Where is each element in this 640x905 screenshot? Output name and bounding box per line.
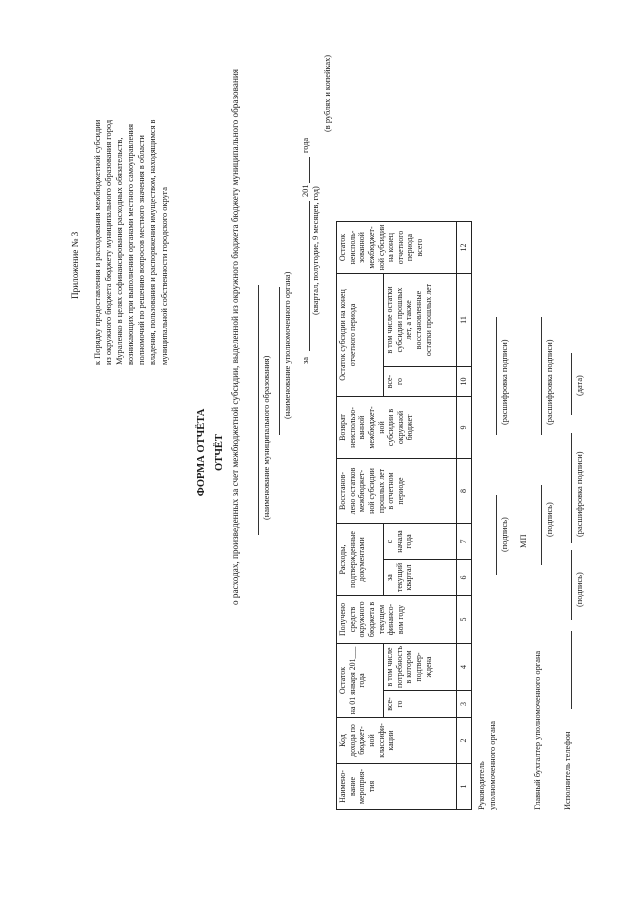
col-received-funds: Получено средств окружного бюджета в текущем финансо- вом году <box>337 596 457 644</box>
col-balance-end-total: все- го <box>384 367 457 397</box>
executor-date-line <box>571 353 572 415</box>
column-number: 1 <box>457 764 472 810</box>
col-balance-start-total: все- го <box>384 691 457 718</box>
period-hint: (квартал, полугодие, 9 месяцев, год) <box>311 186 320 315</box>
column-number: 4 <box>457 644 472 691</box>
col-balance-start-group: Остаток на 01 января 201___ года <box>337 644 384 718</box>
col-restored-balances: Восстанов- лено остатков межбюджет- ной субсидии прошлых лет в отчетном периоде <box>337 459 457 524</box>
head-signature-line <box>496 495 497 575</box>
col-refund: Возврат неиспользо- ванной межбюджет- ной субсидии в окружной бюджет <box>337 397 457 459</box>
accountant-signature-line <box>541 485 542 565</box>
column-number: 5 <box>457 596 472 644</box>
authority-line <box>279 287 280 435</box>
accountant-decode-line <box>541 317 542 435</box>
col-balance-end-prior-years: в том числе остатки субсидии прошлых лет, а также восстановленные остатки прошлых лет <box>384 274 457 367</box>
appendix-number: Приложение № 3 <box>70 231 80 299</box>
form-title: ФОРМА ОТЧЁТА <box>196 408 207 497</box>
col-income-code: Код дохода по бюджет- ной классифи- кации <box>337 718 457 764</box>
head-label-2: уполномоченного органа <box>488 720 497 810</box>
report-subtitle: о расходах, произведенных за счет межбюджетной субсидии, выделенной из окружного бюджета бюджету муниципального образования <box>230 68 240 605</box>
head-decode-line <box>496 317 497 435</box>
col-balance-start-confirmed: в том числе потребность в котором подтвер- ждена <box>384 644 457 691</box>
appendix-line: из окружного бюджета бюджету муниципального образования город <box>104 119 114 365</box>
period-year-prefix: 201 <box>301 184 310 197</box>
table-row <box>457 222 472 810</box>
period-year-line <box>309 157 310 183</box>
head-label: Руководитель <box>477 761 486 810</box>
column-number: 6 <box>457 560 472 596</box>
accountant-label: Главный бухгалтер уполномоченного органа <box>533 650 542 810</box>
column-number: 9 <box>457 397 472 459</box>
appendix-line: к Порядку предоставления и расходования межбюджетной субсидии <box>93 119 102 365</box>
executor-label: Исполнитель телефон <box>563 731 572 810</box>
col-expenses-ytd: с начала года <box>384 524 457 560</box>
units-note: (в рублях и копейках) <box>323 54 332 132</box>
column-number: 7 <box>457 524 472 560</box>
column-number: 3 <box>457 691 472 718</box>
appendix-line: муниципальной собственности городского округа <box>159 187 169 365</box>
municipality-line <box>258 285 259 535</box>
executor-phone-line <box>571 631 572 709</box>
stamp-mark: МП <box>519 534 528 548</box>
accountant-signature-hint: (подпись) <box>545 502 554 537</box>
column-number: 8 <box>457 459 472 524</box>
col-expenses-quarter: за текущий квартал <box>384 560 457 596</box>
authority-hint: (наименование уполномоченного органа) <box>283 271 292 419</box>
appendix-line: Мураленко в целях софинансирования расходных обязательств, <box>115 137 125 365</box>
executor-decode-line <box>571 433 572 543</box>
period-prefix: за <box>301 356 310 364</box>
executor-signature-hint: (подпись) <box>575 572 584 607</box>
executor-decode-hint: (расшифровка подписи) <box>575 451 584 537</box>
report-title: ОТЧЁТ <box>214 434 225 471</box>
table-header-row <box>337 222 384 810</box>
column-number: 12 <box>457 222 472 274</box>
col-expenses-group: Расходы, подтвержденные документами <box>337 524 384 596</box>
head-decode-hint: (расшифровка подписи) <box>500 339 509 425</box>
executor-date-hint: (дата) <box>575 375 584 396</box>
appendix-line: возникающих при выполнении органами местного самоуправления <box>126 123 136 365</box>
col-unused-balance: Остаток неисполь- зованной межбюджет- ной субсидии на конец отчетного периода всего <box>337 222 457 274</box>
appendix-line: владения, пользования и распоряжения имуществом, находящимся в <box>148 119 158 365</box>
col-activity-name: Наимено- вание мероприя- тия <box>337 764 457 810</box>
municipality-hint: (наименование муниципального образования) <box>262 355 271 520</box>
executor-signature-line <box>571 550 572 620</box>
period-suffix: года <box>301 137 310 153</box>
column-number: 11 <box>457 274 472 367</box>
column-number: 2 <box>457 718 472 764</box>
appendix-text <box>92 25 170 365</box>
column-number: 10 <box>457 367 472 397</box>
col-balance-end-group: Остаток субсидии на конец отчетного периода <box>337 274 384 397</box>
head-signature-hint: (подпись) <box>500 517 509 552</box>
appendix-line: полномочий по решению вопросов местного значения в области <box>137 135 147 365</box>
report-table <box>336 221 472 810</box>
period-line <box>309 201 310 351</box>
accountant-decode-hint: (расшифровка подписи) <box>545 339 554 425</box>
